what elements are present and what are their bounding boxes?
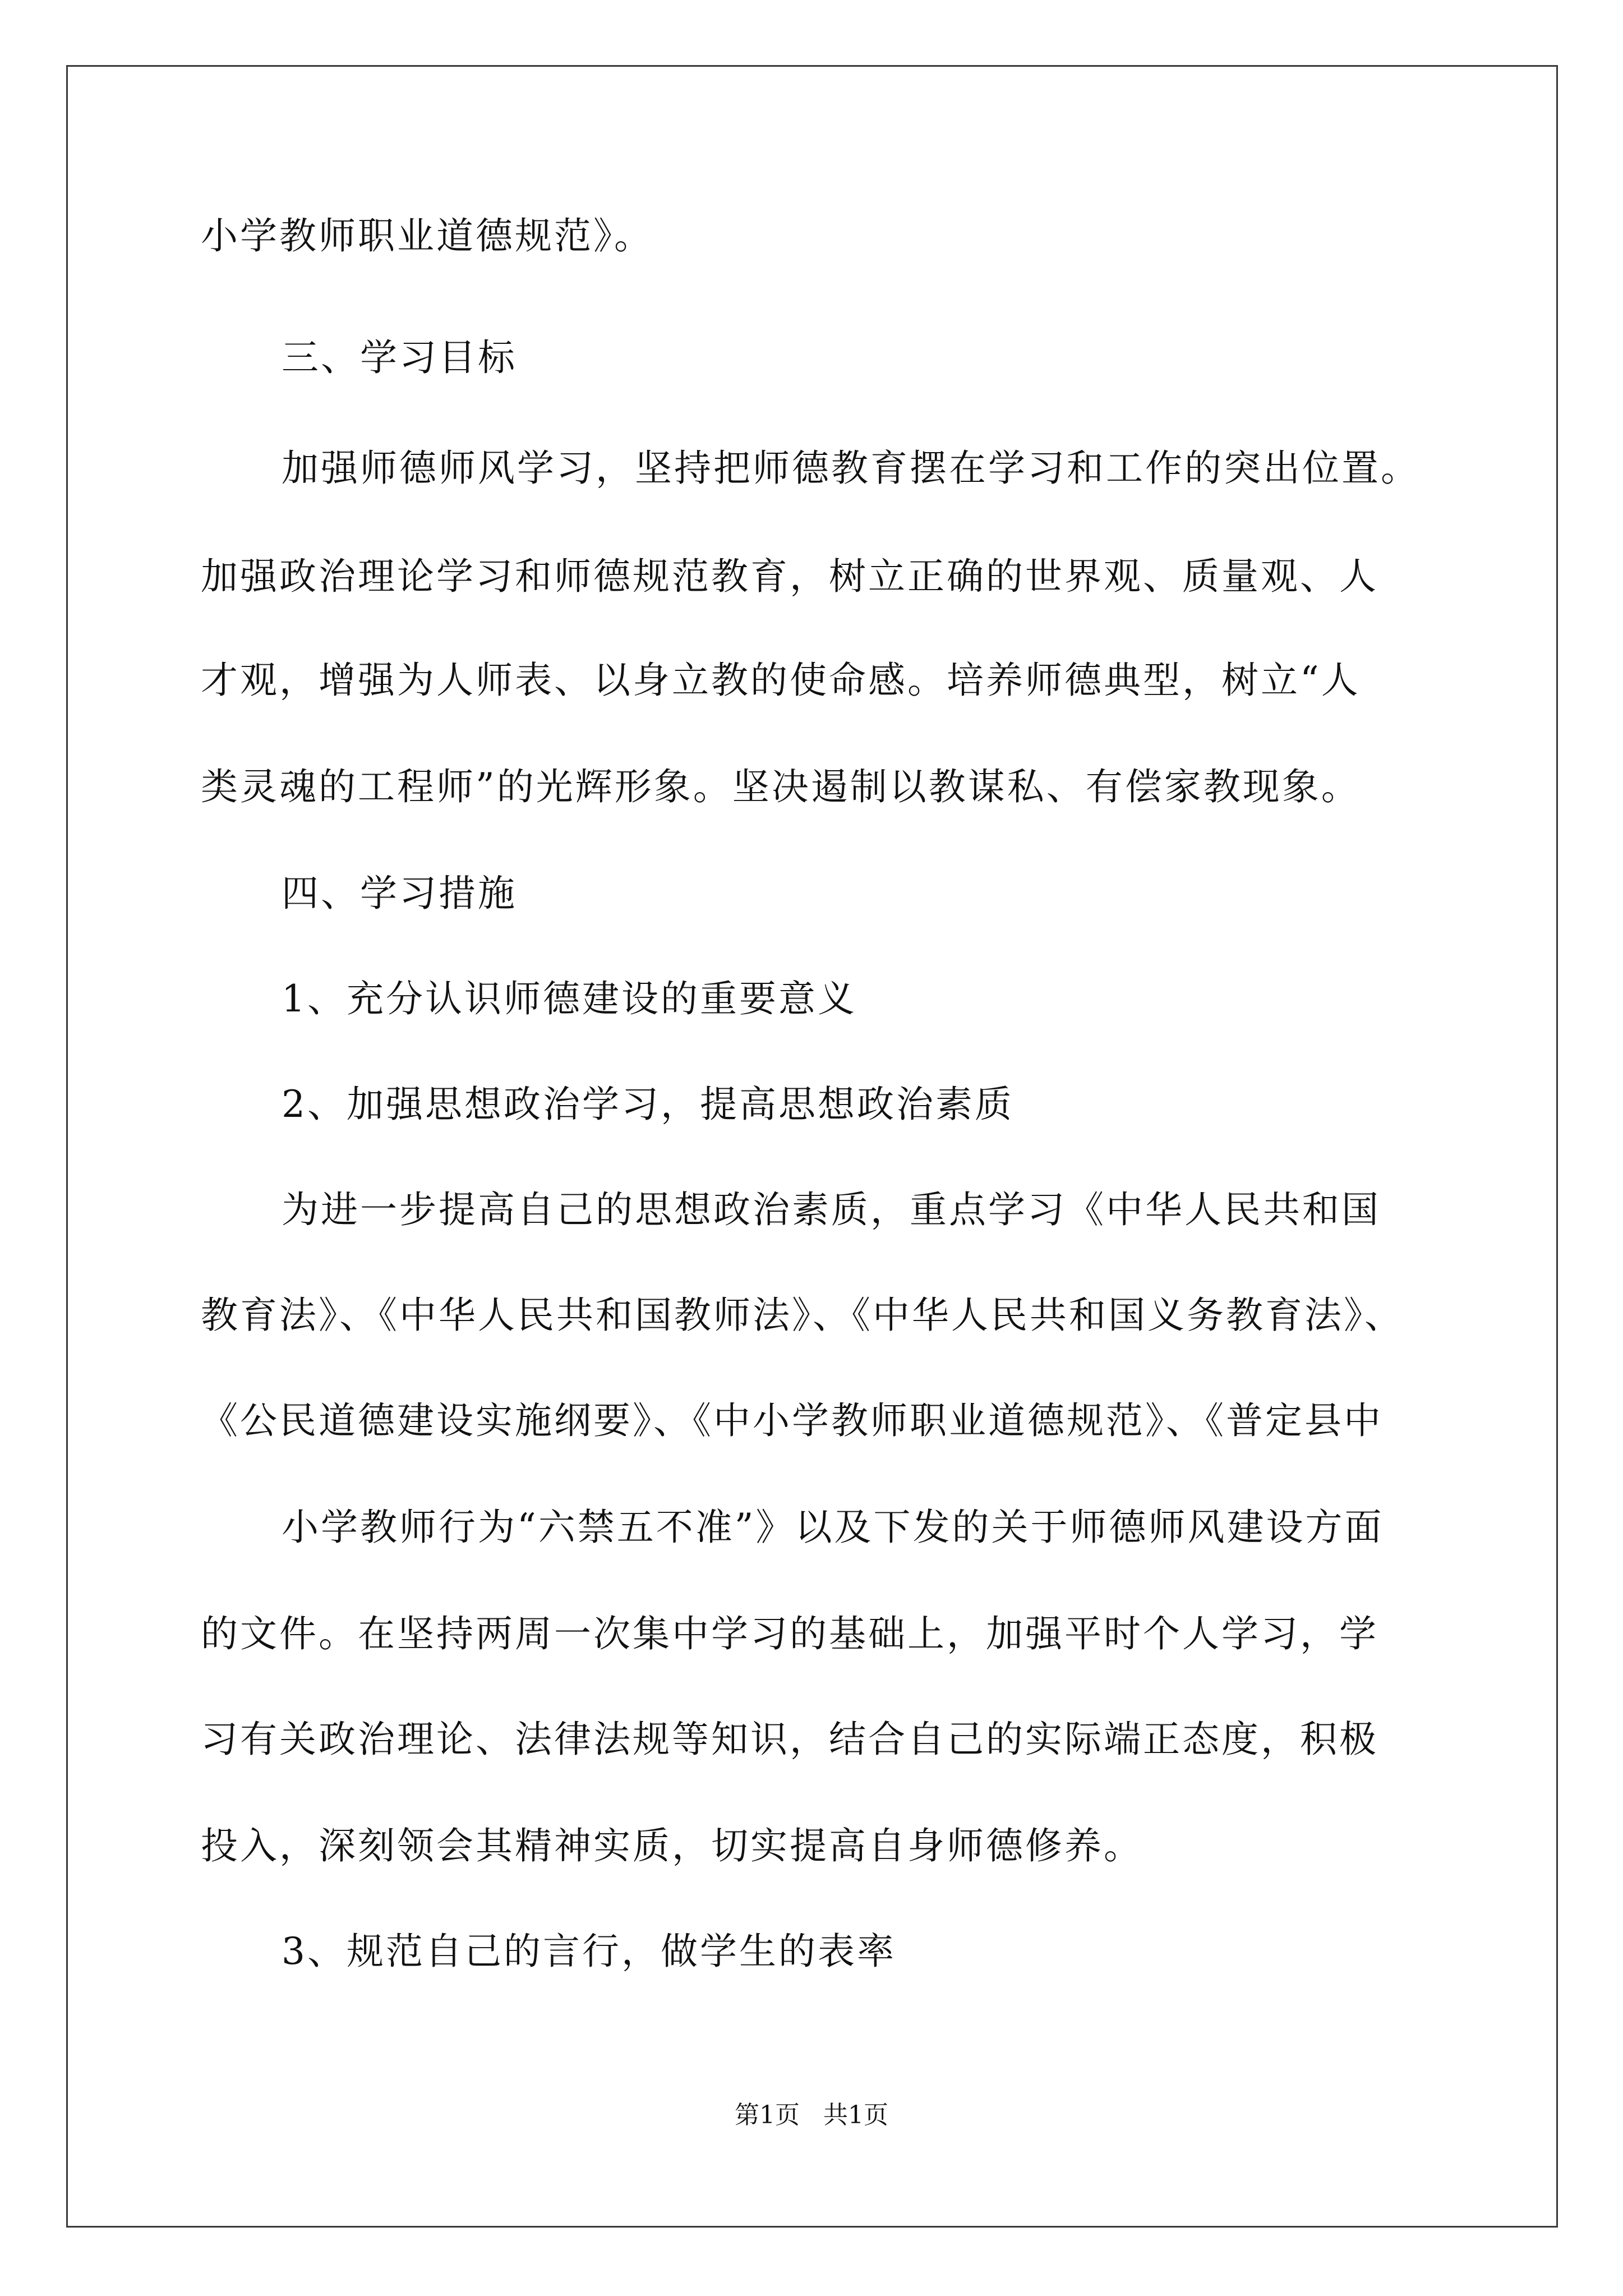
text-line: 《公民道德建设实施纲要》、《中小学教师职业道德规范》、《普定县中 (201, 1399, 1383, 1442)
page-footer: 第1页 共1页 (735, 2101, 888, 2129)
section-heading: 四、学习措施 (282, 872, 517, 915)
list-item: 2、加强思想政治学习，提高思想政治素质 (282, 1083, 1014, 1126)
text-line: 加强政治理论学习和师德规范教育，树立正确的世界观、质量观、人 (201, 555, 1378, 598)
text-line: 加强师德师风学习，坚持把师德教育摆在学习和工作的突出位置。 (282, 447, 1420, 490)
text-line: 类灵魂的工程师”的光辉形象。坚决遏制以教谋私、有偿家教现象。 (201, 765, 1361, 808)
list-item: 1、充分认识师德建设的重要意义 (282, 977, 857, 1020)
text-line: 才观，增强为人师表、以身立教的使命感。培养师德典型，树立“人 (201, 659, 1361, 702)
text-line: 教育法》、《中华人民共和国教师法》、《中华人民共和国义务教育法》、 (201, 1294, 1404, 1337)
text-line: 习有关政治理论、法律法规等知识，结合自己的实际端正态度，积极 (201, 1718, 1378, 1761)
text-line: 小学教师行为“六禁五不准”》以及下发的关于师德师风建设方面 (282, 1506, 1384, 1549)
text-line: 小学教师职业道德规范》。 (201, 214, 653, 257)
text-line: 投入，深刻领会其精神实质，切实提高自身师德修养。 (201, 1824, 1143, 1867)
list-item: 3、规范自己的言行，做学生的表率 (282, 1930, 896, 1973)
section-heading: 三、学习目标 (282, 336, 517, 379)
text-line: 的文件。在坚持两周一次集中学习的基础上，加强平时个人学习，学 (201, 1612, 1378, 1655)
page-border (66, 65, 1558, 2228)
text-line: 为进一步提高自己的思想政治素质，重点学习《中华人民共和国 (282, 1188, 1381, 1231)
